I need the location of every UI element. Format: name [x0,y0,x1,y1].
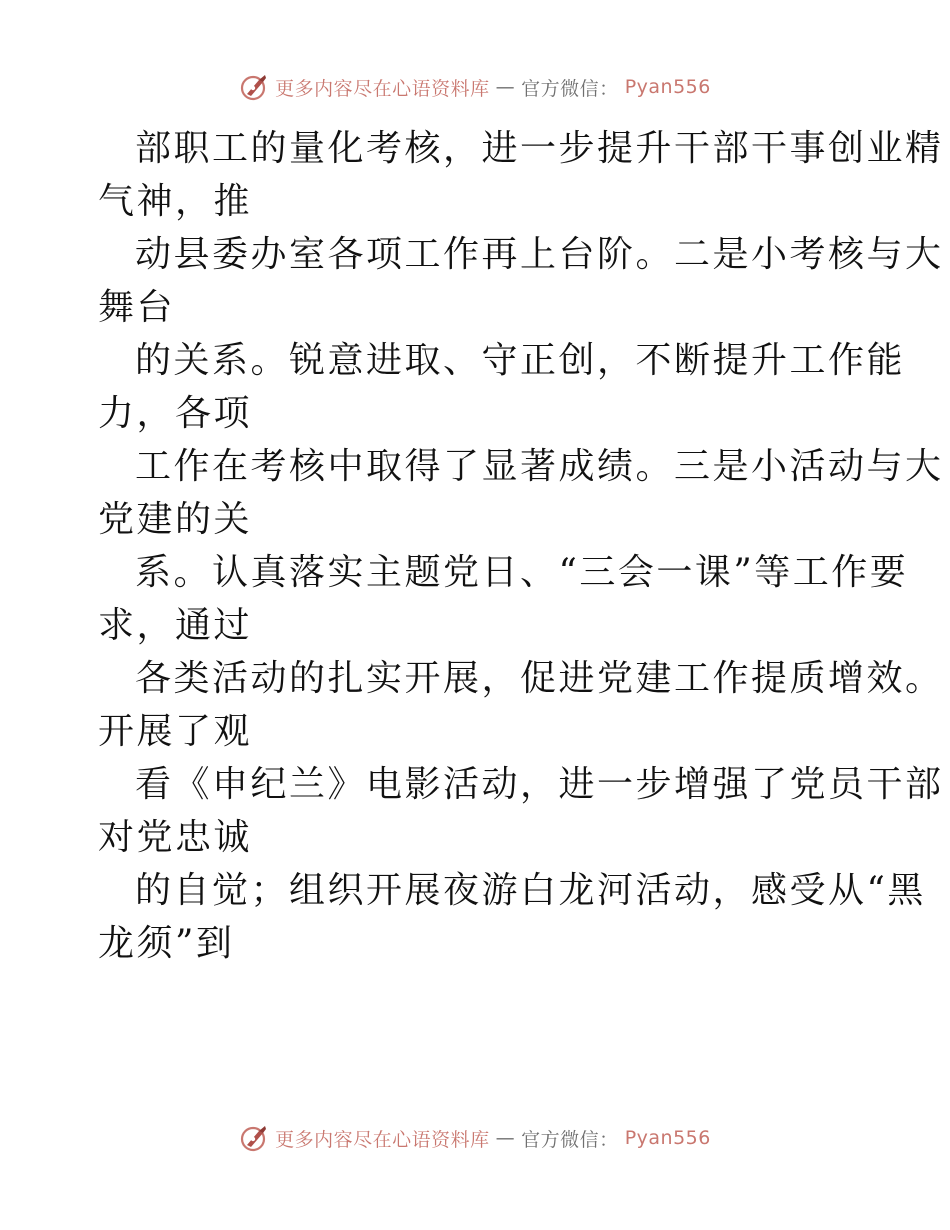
text-line: 龙须”到 [98,923,235,964]
text-line: 的自觉；组织开展夜游白龙河活动，感受从“黑 [135,870,926,911]
paragraph [98,228,944,334]
text-line: 求，通过 [98,605,253,646]
text-line: 气神，推 [98,181,253,222]
text-line: 的关系。锐意进取、守正创，不断提升工作能 [135,340,906,381]
text-line: 党建的关 [98,499,253,540]
text-line: 系。认真落实主题党日、“三会一课”等工作要 [135,552,909,593]
text-line: 各类活动的扎实开展，促进党建工作提质增效。 [135,658,944,699]
text-line: 开展了观 [98,711,253,752]
paragraph [98,334,906,440]
paragraph [98,758,944,864]
watermark-main-text: 更多内容尽在心语资料库 [275,77,490,100]
footer-watermark [0,1123,950,1153]
text-line: 动县委办室各项工作再上台阶。二是小考核与大 [135,234,944,275]
pen-nib-logo-icon [239,72,269,102]
paragraph [98,122,944,228]
watermark-wechat-id: Pyan556 [624,76,711,98]
watermark-dash: — [495,76,516,98]
pen-nib-logo-icon [239,1123,269,1153]
watermark-dash: — [495,1127,516,1149]
watermark-official-label: 官方微信： [521,1128,619,1151]
text-line: 部职工的量化考核，进一步提升干部干事创业精 [135,128,944,169]
text-line: 看《申纪兰》电影活动，进一步增强了党员干部 [135,764,944,805]
paragraph [98,546,909,652]
header-watermark [0,72,950,102]
text-line: 工作在考核中取得了显著成绩。三是小活动与大 [135,446,944,487]
paragraph [98,864,926,970]
text-line: 对党忠诚 [98,817,253,858]
text-line: 舞台 [98,287,176,328]
paragraph [98,440,944,546]
watermark-wechat-id: Pyan556 [624,1127,711,1149]
document-body [98,122,944,970]
paragraph [98,652,944,758]
watermark-official-label: 官方微信： [521,77,619,100]
watermark-main-text: 更多内容尽在心语资料库 [275,1128,490,1151]
text-line: 力，各项 [98,393,253,434]
